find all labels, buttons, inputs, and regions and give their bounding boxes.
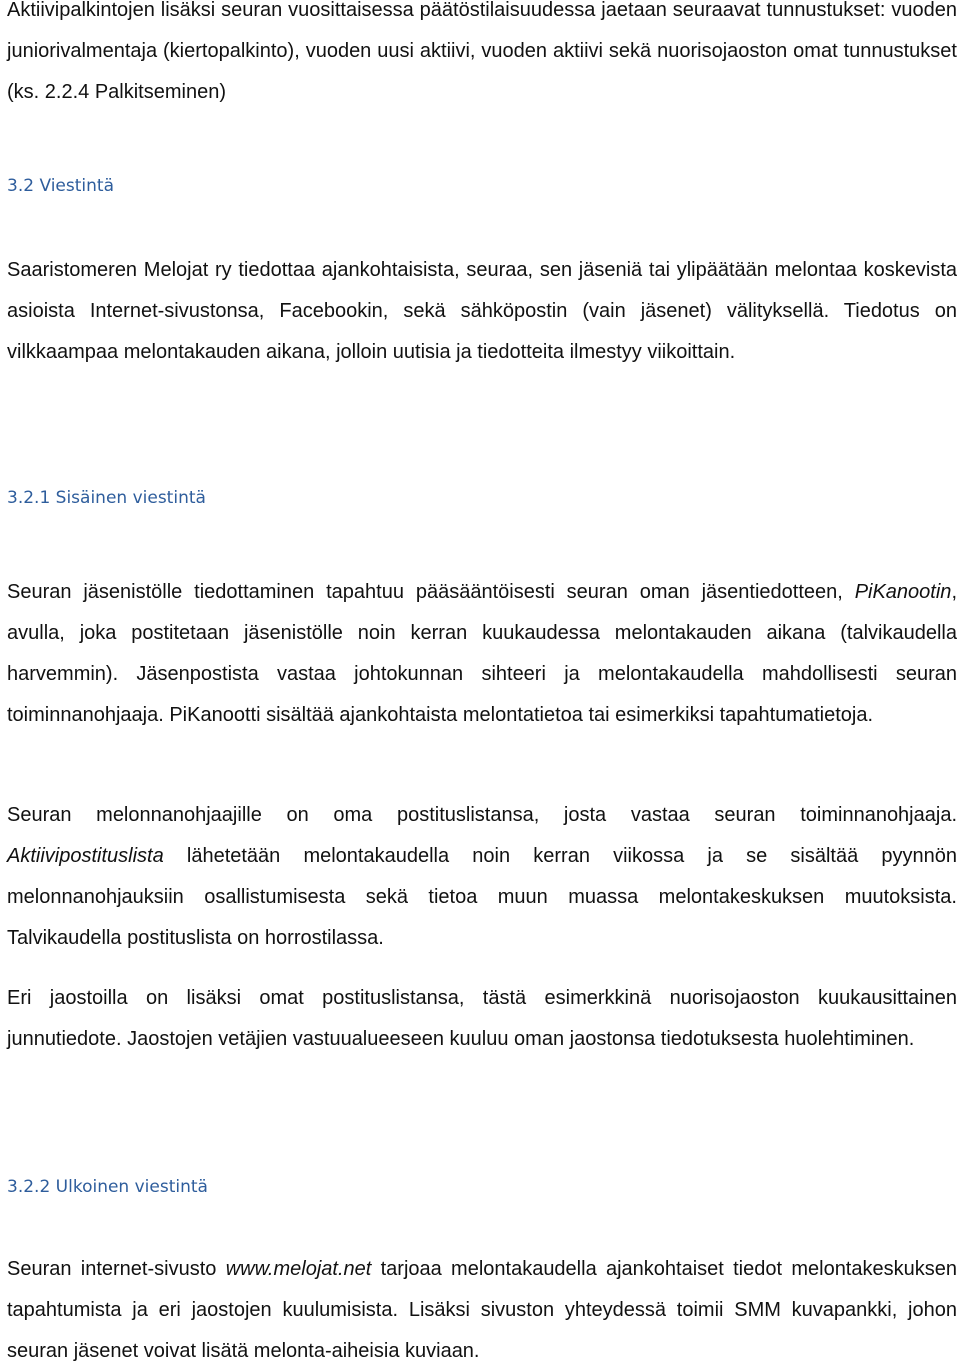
paragraph-ulkoinen (7, 1249, 957, 1372)
paragraph-viestinta: Saaristomeren Melojat ry tiedottaa ajankohtaisista, seuraa, sen jäseniä tai ylipäätään melontaa koskevista asioista Internet-sivustonsa, Facebookin, sekä sähköpostin (vain jäsenet) välityksellä. Tiedotus on vilkkaampaa melontakauden aikana, jolloin uutisia ja tiedotteita ilmestyy viikoittain. (7, 259, 957, 363)
paragraph-sisainen-2-text-a: Seuran melonnanohjaajille on oma postituslistansa, josta vastaa seuran toiminnanohjaaja. (7, 804, 957, 826)
pikanootin-italic: PiKanootin (854, 581, 952, 603)
paragraph-sisainen-1 (7, 572, 957, 736)
paragraph-intro: Aktiivipalkintojen lisäksi seuran vuosittaisessa päätöstilaisuudessa jaetaan seuraavat tunnustukset: vuoden juniorivalmentaja (kiertopalkinto), vuoden uusi aktiivi, vuoden aktiivi sekä nuorisojaoston omat tunnustukset (ks. 2.2.4 Palkitseminen) (7, 0, 957, 103)
heading-3-2-1-sisainen-viestinta: 3.2.1 Sisäinen viestintä (7, 488, 206, 508)
aktiivipostituslista-italic: Aktiivipostituslista (7, 845, 164, 867)
paragraph-sisainen-1-text-a: Seuran jäsenistölle tiedottaminen tapahtuu pääsääntöisesti seuran oman jäsentiedotteen, (7, 581, 855, 603)
paragraph-sisainen-2-text-b: lähetetään melontakaudella noin kerran viikossa ja se sisältää pyynnön melonnanohjauksiin osallistumisesta sekä tietoa muun muassa melontakeskuksen muutoksista. Talvikaudella postituslista on horrostilassa. (7, 845, 957, 949)
website-link-italic: www.melojat.net (225, 1258, 372, 1280)
paragraph-ulkoinen-text-b: tarjoaa melontakaudella ajankohtaiset tiedot melontakeskuksen tapahtumista ja eri jaostojen kuulumisista. Lisäksi sivuston yhteydessä toimii SMM kuvapankki, johon seuran jäsenet voivat lisätä melonta-aiheisia kuviaan. (7, 1258, 957, 1362)
heading-3-2-viestinta: 3.2 Viestintä (7, 176, 114, 196)
paragraph-sisainen-3: Eri jaostoilla on lisäksi omat postituslistansa, tästä esimerkkinä nuorisojaoston kuukausittainen junnutiedote. Jaostojen vetäjien vastuualueeseen kuuluu oman jaostonsa tiedotuksesta huolehtiminen. (7, 987, 957, 1050)
paragraph-sisainen-1-text-b: , avulla, joka postitetaan jäsenistölle noin kerran kuukaudessa melontakauden aikana (talvikaudella harvemmin). Jäsenpostista vastaa johtokunnan sihteeri ja melontakaudella mahdollisesti seuran toiminnanohjaaja. PiKanootti sisältää ajankohtaista melontatietoa tai esimerkiksi tapahtumatietoja. (7, 581, 957, 726)
paragraph-sisainen-2 (7, 795, 957, 959)
heading-3-2-2-ulkoinen-viestinta: 3.2.2 Ulkoinen viestintä (7, 1177, 208, 1197)
paragraph-ulkoinen-text-a: Seuran internet-sivusto (7, 1258, 226, 1280)
